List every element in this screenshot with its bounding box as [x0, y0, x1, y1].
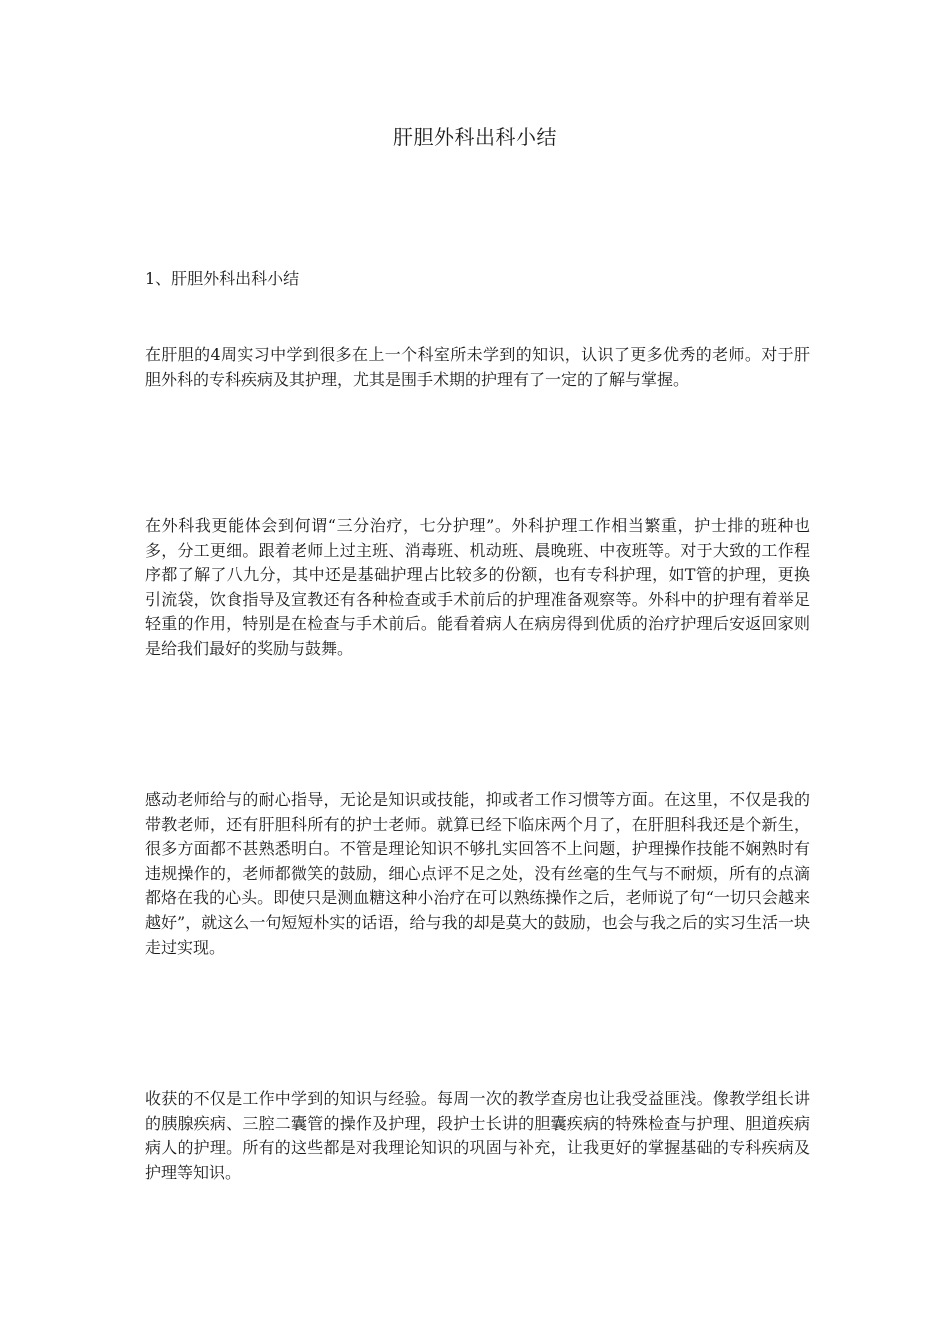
- paragraph-3: 感动老师给与的耐心指导，无论是知识或技能，抑或者工作习惯等方面。在这里，不仅是我的带教老师，还有肝胆科所有的护士老师。就算已经下临床两个月了，在肝胆科我还是个新生，很多方面都不甚熟悉明白。不管是理论知识不够扎实回答不上问题，护理操作技能不娴熟时有违规操作的，老师都微笑的鼓励，细心点评不足之处，没有丝毫的生气与不耐烦，所有的点滴都烙在我的心头。即使只是测血糖这种小治疗在可以熟练操作之后，老师说了句“一切只会越来越好”，就这么一句短短朴实的话语，给与我的却是莫大的鼓励，也会与我之后的实习生活一块走过实现。: [145, 790, 810, 957]
- paragraph-2: 在外科我更能体会到何谓“三分治疗，七分护理”。外科护理工作相当繁重，护士排的班种也多，分工更细。跟着老师上过主班、消毒班、机动班、晨晚班、中夜班等。对于大致的工作程序都了解了八九分，其中还是基础护理占比较多的份额，也有专科护理，如T管的护理，更换引流袋，饮食指导及宣教还有各种检查或手术前后的护理准备观察等。外科中的护理有着举足轻重的作用，特别是在检查与手术前后。能看着病人在病房得到优质的治疗护理后安返回家则是给我们最好的奖励与鼓舞。: [145, 516, 810, 658]
- paragraph-4: 收获的不仅是工作中学到的知识与经验。每周一次的教学查房也让我受益匪浅。像教学组长讲的胰腺疾病、三腔二囊管的操作及护理，段护士长讲的胆囊疾病的特殊检查与护理、胆道疾病病人的护理。所有的这些都是对我理论知识的巩固与补充，让我更好的掌握基础的专科疾病及护理等知识。: [145, 1089, 810, 1182]
- document-title: 肝胆外科出科小结: [393, 125, 557, 149]
- paragraph-1: 在肝胆的4周实习中学到很多在上一个科室所未学到的知识，认识了更多优秀的老师。对于肝胆外科的专科疾病及其护理，尤其是围手术期的护理有了一定的了解与掌握。: [145, 345, 810, 389]
- section-heading: 1、肝胆外科出科小结: [145, 269, 300, 288]
